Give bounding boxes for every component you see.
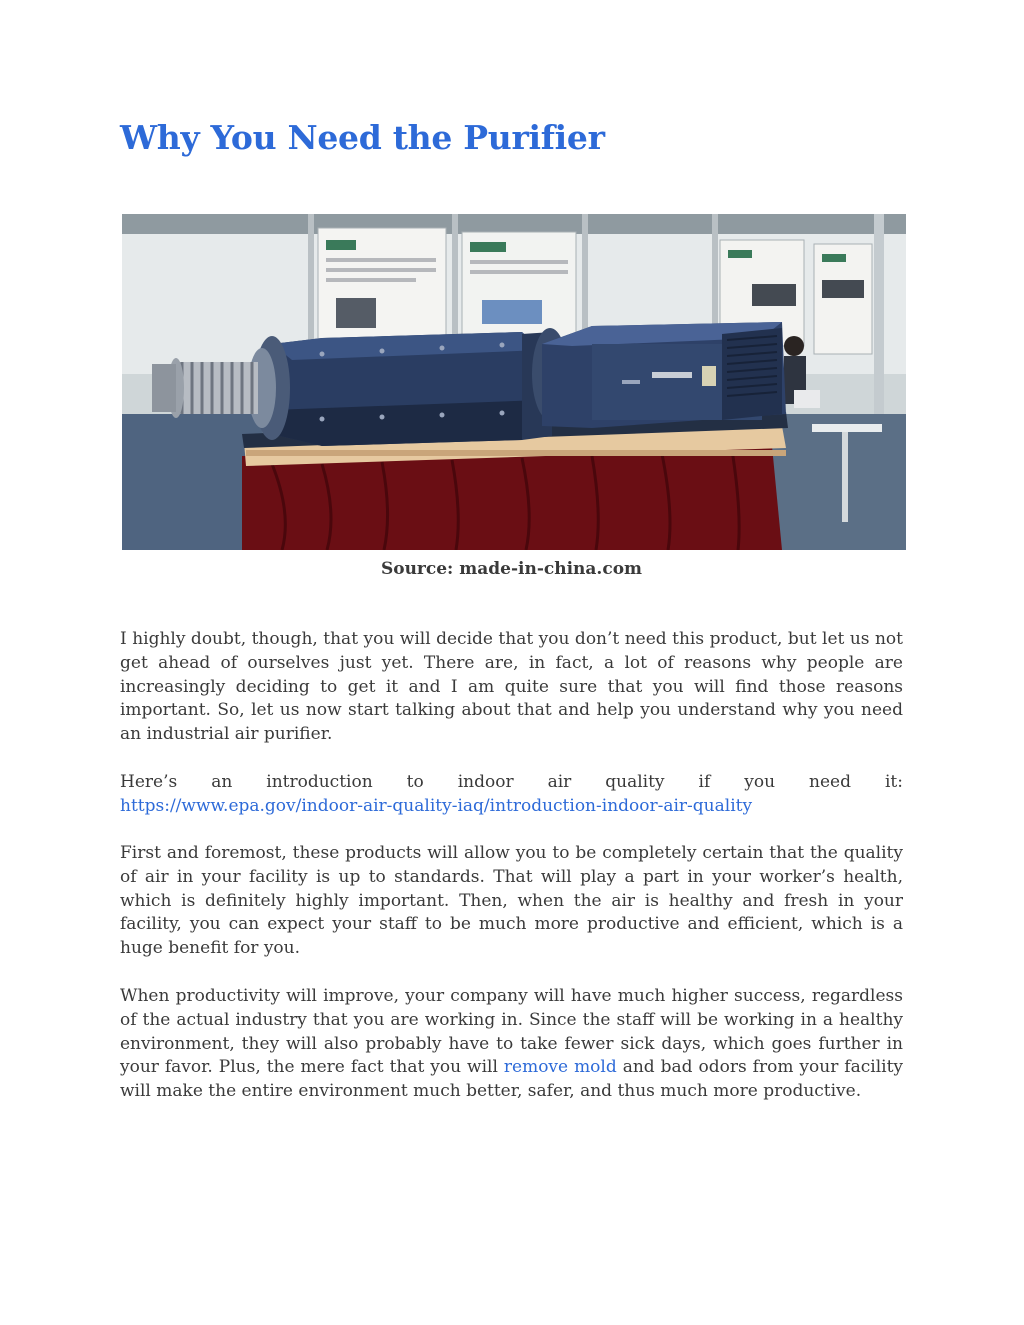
word: to — [406, 772, 424, 792]
word: quality — [605, 772, 665, 792]
paragraph-benefits: First and foremost, these products will allow you to be completely certain that the quality of air in your facility is up to standards. That will play a part in your worker’s health, which is definitely highly important. Then, when the air is healthy and fresh in your facility, you can expect your staff to be much more productive and efficient, which is a huge benefit for you. — [120, 843, 903, 959]
paragraph-productivity — [120, 985, 903, 1104]
page-title: Why You Need the Purifier — [120, 118, 605, 157]
remove-mold-link[interactable]: remove mold — [503, 1057, 617, 1078]
paragraph-intro: I highly doubt, though, that you will decide that you don’t need this product, but let us not get ahead of ourselves just yet. There are, in fact, a lot of reasons why people are increasingly deciding to get it and I am quite sure that you will find those reasons important. So, let us now start talking about that and help you understand why you need an industrial air purifier. — [120, 629, 903, 745]
word: if — [698, 772, 711, 792]
word: introduction — [266, 772, 373, 792]
image-caption: Source: made-in-china.com — [380, 559, 643, 579]
intro-sentence — [120, 771, 903, 795]
purifier-photo — [122, 214, 906, 550]
word: indoor — [457, 772, 514, 792]
word: need — [809, 772, 851, 792]
paragraph-text: When productivity will improve, your company will have much higher success, regardless of the actual industry that you are working in. Since the staff will be working in a healthy environment, they will also probably have to take fewer sick days, which goes further in your favor. Plus, the mere fact that you will — [120, 986, 903, 1078]
paragraph-link-intro — [120, 771, 903, 819]
paragraph-text: and bad odors from your facility will make the entire environment much better, safer, and thus much more productive. — [120, 1057, 903, 1102]
word: you — [744, 772, 776, 792]
word: Here’s — [120, 772, 178, 792]
epa-link[interactable]: https://www.epa.gov/indoor-air-quality-iaq/introduction-indoor-air-quality — [120, 795, 753, 816]
word: an — [211, 772, 233, 792]
word: air — [547, 772, 572, 792]
word: it: — [884, 772, 903, 792]
